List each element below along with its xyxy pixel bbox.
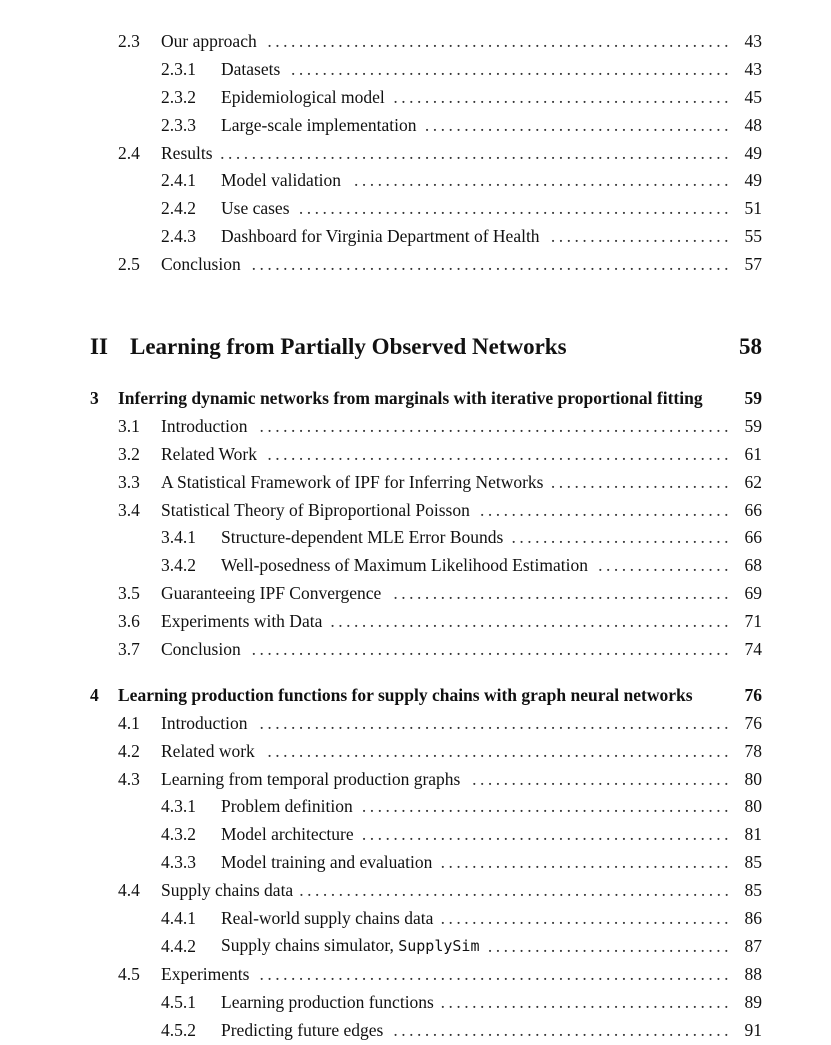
dot-leader: ........................................................ <box>291 58 732 79</box>
entry-page-number[interactable]: 66 <box>744 499 762 520</box>
entry-page-number[interactable]: 85 <box>744 852 762 873</box>
entry-page-number[interactable]: 81 <box>744 824 762 845</box>
entry-title[interactable] <box>221 1017 383 1045</box>
toc-entry-sec[interactable] <box>0 877 831 905</box>
entry-page-number[interactable]: 48 <box>744 114 762 135</box>
entry-title-text: Large-scale implementation <box>221 114 417 135</box>
entry-title[interactable] <box>221 932 480 961</box>
toc-entry-sub[interactable] <box>0 552 831 580</box>
dot-leader: ........................................... <box>393 1019 732 1040</box>
dot-leader: ....................... <box>550 226 732 247</box>
entry-number: 3.4.1 <box>161 527 196 548</box>
dot-leader: ............................................... <box>361 824 732 845</box>
entry-page-number[interactable]: 89 <box>744 991 762 1012</box>
entry-number: 4.5.1 <box>161 991 196 1012</box>
entry-title[interactable] <box>221 223 540 251</box>
entry-title-text: Statistical Theory of Biproportional Poisson <box>161 499 470 520</box>
entry-title[interactable] <box>118 385 703 413</box>
entry-number: 2.4.1 <box>161 170 196 191</box>
entry-number: 2.3.1 <box>161 58 196 79</box>
dot-leader: ........................................... <box>393 86 732 107</box>
toc-entry-sub[interactable] <box>0 56 831 84</box>
toc-entry-sec[interactable] <box>0 251 831 279</box>
entry-title-text: Problem definition <box>221 796 353 817</box>
dot-leader: ..................................... <box>440 908 732 929</box>
entry-page-number[interactable]: 71 <box>744 611 762 632</box>
entry-title[interactable] <box>221 821 354 849</box>
entry-page-number[interactable]: 91 <box>744 1019 762 1040</box>
entry-number: 4 <box>90 684 99 705</box>
entry-title-text: Our approach <box>161 31 257 51</box>
toc-entry-sec[interactable] <box>0 441 831 469</box>
dot-leader: ........................................................... <box>267 443 732 464</box>
entry-title[interactable] <box>161 738 255 766</box>
entry-page-number[interactable]: 43 <box>744 58 762 79</box>
entry-title-text: Experiments with Data <box>161 611 323 632</box>
entry-title-text: Related work <box>161 740 255 761</box>
entry-page-number[interactable]: 43 <box>744 31 762 51</box>
entry-title[interactable] <box>221 989 434 1017</box>
entry-page-number[interactable]: 85 <box>744 880 762 901</box>
toc-entry-sec[interactable] <box>0 710 831 738</box>
toc-entry-sub[interactable] <box>0 524 831 552</box>
entry-page-number[interactable]: 59 <box>744 388 762 409</box>
toc-entry-sec[interactable] <box>0 469 831 497</box>
entry-page-number[interactable]: 69 <box>744 583 762 604</box>
entry-title[interactable] <box>221 552 588 580</box>
entry-title-text: Model architecture <box>221 824 354 845</box>
entry-title-text: A Statistical Framework of IPF for Inferring Networks <box>161 471 544 492</box>
entry-page-number[interactable]: 76 <box>744 712 762 733</box>
entry-number: 3.5 <box>118 583 140 604</box>
entry-page-number[interactable]: 87 <box>744 935 762 956</box>
toc-entry-chap[interactable] <box>0 682 831 710</box>
entry-page-number[interactable]: 61 <box>744 443 762 464</box>
dot-leader: ............................................................. <box>251 254 732 275</box>
entry-number: 3.7 <box>118 639 140 660</box>
entry-number: 4.2 <box>118 740 140 761</box>
toc-entry-sec[interactable] <box>0 28 831 56</box>
entry-page-number[interactable]: 58 <box>739 334 762 360</box>
entry-title[interactable] <box>221 112 417 140</box>
entry-title[interactable] <box>221 84 385 112</box>
entry-title[interactable] <box>161 961 249 989</box>
entry-title-text: Learning from Partially Observed Networks <box>130 334 567 360</box>
entry-title[interactable] <box>161 469 544 497</box>
entry-title-text: Introduction <box>161 415 248 436</box>
entry-number: 3.2 <box>118 443 140 464</box>
dot-leader: ..................................... <box>440 852 732 873</box>
entry-page-number[interactable]: 80 <box>744 796 762 817</box>
dot-leader: ................. <box>598 555 732 576</box>
entry-number: 4.3.3 <box>161 852 196 873</box>
entry-title[interactable] <box>161 636 241 664</box>
entry-title-text: Guaranteeing IPF Convergence <box>161 583 382 604</box>
entry-number: 3.3 <box>118 471 140 492</box>
entry-title-text: Use cases <box>221 198 290 219</box>
toc-entry-sec[interactable] <box>0 497 831 525</box>
entry-title-text: Related Work <box>161 443 257 464</box>
entry-title-text: Learning production functions for supply chains with graph neural networks <box>118 684 693 705</box>
entry-title-text: Learning from temporal production graphs <box>161 768 461 789</box>
entry-title-text: Structure-dependent MLE Error Bounds <box>221 527 504 548</box>
entry-title[interactable] <box>161 580 381 608</box>
entry-page-number[interactable]: 74 <box>744 639 762 660</box>
toc-entry-sub[interactable] <box>0 195 831 223</box>
entry-number: 4.4.1 <box>161 908 196 929</box>
entry-title-text: Predicting future edges <box>221 1019 384 1040</box>
entry-page-number[interactable]: 49 <box>744 170 762 191</box>
entry-title[interactable] <box>118 682 693 710</box>
dot-leader: ....................................... <box>424 114 732 135</box>
entry-number: 2.3 <box>118 31 140 51</box>
entry-page-number[interactable]: 55 <box>744 226 762 247</box>
entry-title[interactable] <box>161 251 241 279</box>
entry-title-text: Conclusion <box>161 254 241 275</box>
dot-leader: ........................................................... <box>267 31 732 51</box>
entry-title[interactable] <box>161 497 470 525</box>
entry-title-text: Model validation <box>221 170 342 191</box>
entry-number: 2.3.3 <box>161 114 196 135</box>
toc-entry-sub[interactable] <box>0 1017 831 1045</box>
entry-number: 4.3 <box>118 768 140 789</box>
entry-number: 2.5 <box>118 254 140 275</box>
toc-entry-sub[interactable] <box>0 849 831 877</box>
entry-title-text: Model training and evaluation <box>221 852 433 873</box>
toc-entry-sec[interactable] <box>0 766 831 794</box>
entry-number: 2.4.3 <box>161 226 196 247</box>
entry-number: 3.4 <box>118 499 140 520</box>
entry-number: 4.4.2 <box>161 935 196 956</box>
toc-entry-sub[interactable] <box>0 933 831 961</box>
entry-title[interactable] <box>161 710 248 738</box>
entry-title-text: Conclusion <box>161 639 241 660</box>
entry-number: 3 <box>90 388 99 409</box>
toc-entry-part[interactable] <box>0 327 831 367</box>
entry-number: 3.1 <box>118 415 140 436</box>
entry-page-number[interactable]: 62 <box>744 471 762 492</box>
dot-leader: ............................................................ <box>259 712 732 733</box>
entry-title[interactable] <box>221 905 433 933</box>
toc-entry-sub[interactable] <box>0 223 831 251</box>
dot-leader: ............................................... <box>361 796 732 817</box>
dot-leader: ....................................................... <box>298 198 732 219</box>
entry-title[interactable] <box>161 28 257 56</box>
dot-leader: ........................................... <box>393 583 732 604</box>
dot-leader: ................................ <box>480 499 732 520</box>
entry-number: 2.3.2 <box>161 86 196 107</box>
entry-title[interactable] <box>221 849 432 877</box>
entry-title[interactable] <box>161 877 293 905</box>
entry-number: 3.4.2 <box>161 555 196 576</box>
entry-title-text: Results <box>161 142 213 163</box>
dot-leader: ................................................... <box>330 611 732 632</box>
entry-number: 2.4 <box>118 142 140 163</box>
toc-entry-sub[interactable] <box>0 112 831 140</box>
entry-number: 4.3.2 <box>161 824 196 845</box>
entry-title-code: SupplySim <box>398 937 480 956</box>
toc-entry-sub[interactable] <box>0 989 831 1017</box>
toc-entry-sub[interactable] <box>0 84 831 112</box>
entry-number: 3.6 <box>118 611 140 632</box>
entry-title-text: Experiments <box>161 963 250 984</box>
entry-page-number[interactable]: 49 <box>744 142 762 163</box>
entry-title-text: Epidemiological model <box>221 86 385 107</box>
entry-number: II <box>90 334 108 360</box>
entry-title-text: Real-world supply chains data <box>221 908 434 929</box>
entry-number: 4.1 <box>118 712 140 733</box>
entry-title[interactable] <box>130 327 567 367</box>
toc-entry-sub[interactable] <box>0 167 831 195</box>
entry-title[interactable] <box>221 56 280 84</box>
toc-entry-sec[interactable] <box>0 961 831 989</box>
dot-leader: ................................................ <box>354 170 732 191</box>
entry-number: 2.4.2 <box>161 198 196 219</box>
toc-entry-sec[interactable] <box>0 608 831 636</box>
entry-page-number[interactable]: 86 <box>744 908 762 929</box>
entry-page-number[interactable]: 59 <box>744 415 762 436</box>
entry-title-text: Dashboard for Virginia Department of Health <box>221 226 540 247</box>
toc-entry-chap[interactable] <box>0 385 831 413</box>
entry-title[interactable] <box>161 766 460 794</box>
entry-page-number[interactable]: 80 <box>744 768 762 789</box>
entry-page-number[interactable]: 76 <box>744 684 762 705</box>
entry-title-text: Learning production functions <box>221 991 434 1012</box>
dot-leader: ....................................................... <box>299 880 733 901</box>
entry-page-number[interactable]: 78 <box>744 740 762 761</box>
dot-leader: ............................ <box>511 527 732 548</box>
toc-entry-sub[interactable] <box>0 793 831 821</box>
toc-entry-sub[interactable] <box>0 905 831 933</box>
entry-number: 4.5.2 <box>161 1019 196 1040</box>
dot-leader: ............................................................. <box>251 639 732 660</box>
entry-title-text: Introduction <box>161 712 248 733</box>
entry-title-text: Supply chains simulator, <box>221 935 399 956</box>
entry-title[interactable] <box>221 195 290 223</box>
entry-title-text: Datasets <box>221 58 281 79</box>
dot-leader: ................................. <box>472 768 732 789</box>
entry-page-number[interactable]: 68 <box>744 555 762 576</box>
entry-page-number[interactable]: 51 <box>744 198 762 219</box>
entry-number: 4.5 <box>118 963 140 984</box>
entry-title[interactable] <box>161 441 257 469</box>
entry-page-number[interactable]: 45 <box>744 86 762 107</box>
entry-page-number[interactable]: 88 <box>744 963 762 984</box>
entry-title-text: Well-posedness of Maximum Likelihood Estimation <box>221 555 589 576</box>
toc-entry-sec[interactable] <box>0 738 831 766</box>
dot-leader: ............................... <box>487 935 732 956</box>
entry-number: 4.4 <box>118 880 140 901</box>
dot-leader: ....................... <box>550 471 732 492</box>
dot-leader: ..................................... <box>440 991 732 1012</box>
entry-title-text: Supply chains data <box>161 880 294 901</box>
entry-title[interactable] <box>161 140 213 168</box>
entry-number: 4.3.1 <box>161 796 196 817</box>
toc-entry-sec[interactable] <box>0 413 831 441</box>
toc-entry-sec[interactable] <box>0 580 831 608</box>
toc-entry-sec[interactable] <box>0 636 831 664</box>
dot-leader: ............................................................ <box>259 963 732 984</box>
entry-page-number[interactable]: 57 <box>744 254 762 275</box>
entry-title[interactable] <box>161 608 322 636</box>
dot-leader: ........................................................... <box>267 740 732 761</box>
entry-title[interactable] <box>161 413 248 441</box>
toc-entry-sub[interactable] <box>0 821 831 849</box>
dot-leader: ................................................................. <box>220 142 732 163</box>
entry-title-text: Inferring dynamic networks from marginals with iterative proportional fitting <box>118 388 703 409</box>
dot-leader: ............................................................ <box>259 415 732 436</box>
table-of-contents <box>0 28 831 1045</box>
toc-entry-sec[interactable] <box>0 140 831 168</box>
entry-title[interactable] <box>221 793 353 821</box>
entry-title[interactable] <box>221 167 341 195</box>
entry-title[interactable] <box>221 524 503 552</box>
entry-page-number[interactable]: 66 <box>744 527 762 548</box>
